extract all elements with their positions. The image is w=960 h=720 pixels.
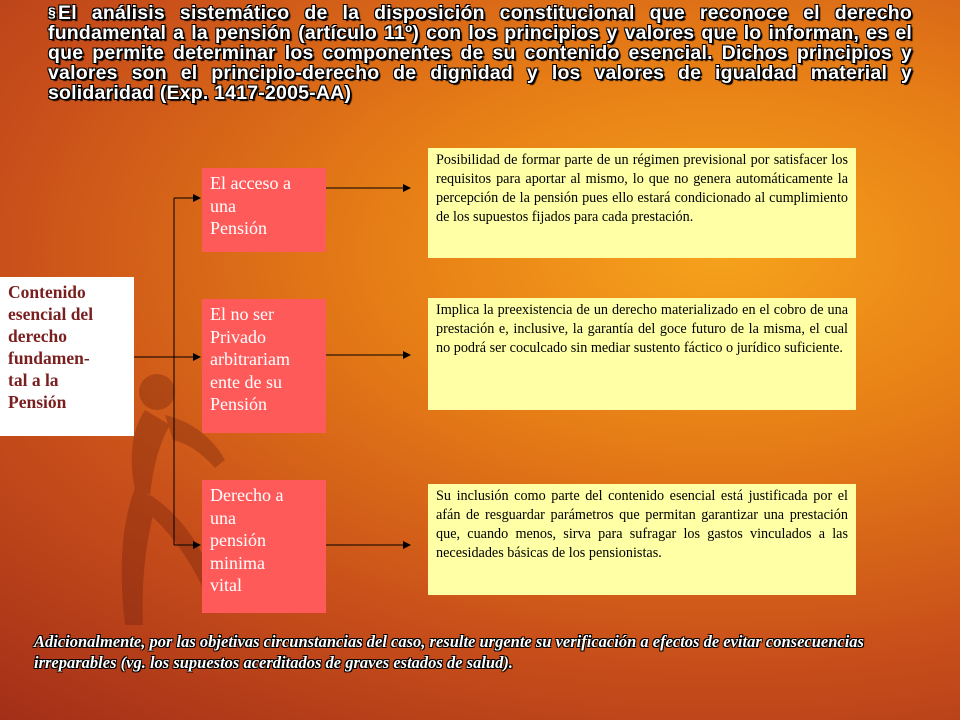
root-line: tal a la [8, 370, 59, 390]
description-box-no-privado: Implica la preexistencia de un derecho materializado en el cobro de una prestación e, inclusive, la garantía del goce futuro de la misma, el cual no podrá ser coculcado sin mediar sustento fáctico o jurídico suficiente. [428, 298, 856, 410]
category-line: Pensión [210, 394, 268, 414]
description-box-acceso: Posibilidad de formar parte de un régimen previsional por satisfacer los requisitos para aportar al mismo, lo que no genera automáticamente la percepción de la pensión pues ello estará condicionado al cumplimiento de los supuestos fijados para cada prestación. [428, 148, 856, 258]
root-line: Pensión [8, 392, 67, 412]
category-line: una [210, 507, 236, 528]
category-line: ente de su [210, 371, 282, 392]
bullet-icon: § [48, 4, 56, 20]
category-box-no-privado [202, 299, 326, 433]
root-line: esencial del [8, 304, 94, 324]
intro-text: El análisis sistemático de la disposición constitucional que reconoce el derecho fundamental a la pensión (artículo 11º) con los principios y valores que lo informan, es el que permite determinar los componentes de su contenido esencial. Dichos principios y valores son el principio-derecho de dignidad y los valores de igualdad material y solidaridad (Exp. 1417-2005-AA) [48, 2, 912, 104]
root-line: fundamen- [8, 348, 90, 368]
root-line: derecho [8, 326, 67, 346]
category-line: Pensión [210, 218, 268, 238]
category-line: Privado [210, 326, 266, 347]
description-box-pension-minima: Su inclusión como parte del contenido esencial está justificada por el afán de resguardar parámetros que permitan garantizar una prestación que, cuando menos, sirva para sufragar los gastos vinculados a las necesidades básicas de los pensionistas. [428, 484, 856, 595]
category-line: pensión [210, 530, 266, 550]
intro-paragraph [48, 2, 912, 103]
category-line: El acceso a [210, 173, 291, 193]
category-line: una [210, 195, 236, 216]
category-line: minima [210, 552, 265, 573]
root-box-contenido-esencial [0, 277, 134, 436]
category-box-acceso [202, 168, 326, 252]
footer-note: Adicionalmente, por las objetivas circunstancias del caso, resulte urgente su verificación a efectos de evitar consecuencias irreparables (vg. los supuestos acerditados de graves estados de salud). [34, 632, 864, 672]
category-line: El no ser [210, 304, 274, 324]
category-box-pension-minima [202, 480, 326, 613]
category-line: arbitrariam [210, 349, 290, 369]
category-line: Derecho a [210, 485, 284, 505]
category-line: vital [210, 575, 242, 595]
root-line: Contenido [8, 282, 86, 302]
